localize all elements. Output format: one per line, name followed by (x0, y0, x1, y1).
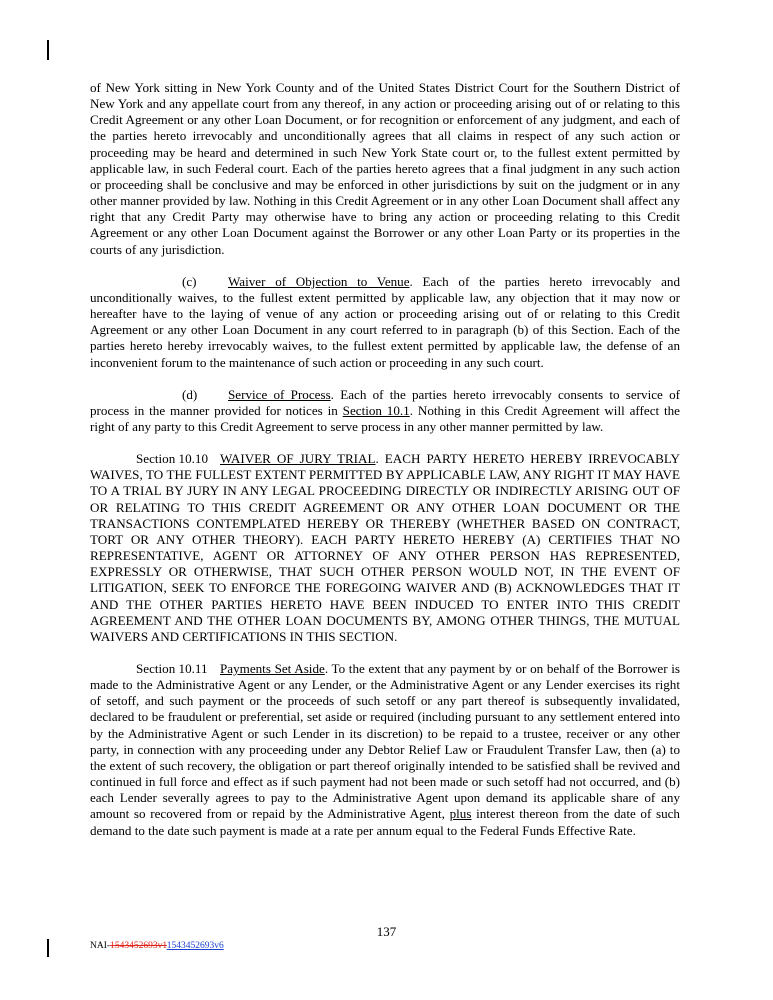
continuation-paragraph: of New York sitting in New York County and of the United States District Court for the Southern District of New York and any appellate court from any thereof, in any action or proceeding arising out of or relating to this Credit Agreement or any other Loan Document, or for recognition or enforcement of any judgment, and each of the parties hereto irrevocably and unconditionally agrees that all claims in respect of any such action or proceeding may be heard and determined in such New York State court or, to the fullest extent permitted by applicable law, in such Federal court. Each of the parties hereto agrees that a final judgment in any such action or proceeding shall be conclusive and may be enforced in other jurisdictions by suit on the judgment or in any other manner provided by law. Nothing in this Credit Agreement or in any other Loan Document shall affect any right that any Credit Party may otherwise have to bring any action or proceeding relating to this Credit Agreement or any other Loan Document against the Borrower or any other Loan Party or its properties in the courts of any jurisdiction. (90, 80, 680, 257)
section-10-11-emphasis: plus (449, 806, 472, 822)
section-10-10-number: Section 10.10 (136, 451, 209, 467)
paragraph-d-body-1: . Each of the parties hereto irrevocably consents to service of process in the manner provided for notices in (90, 386, 680, 418)
section-10-11-heading: Payments Set Aside (220, 661, 325, 676)
document-id-footer (90, 941, 224, 951)
section-10-11-body-2: interest thereon from the date of such demand to the date such payment is made at a rate per annum equal to the Federal Funds Effective Rate. (90, 806, 680, 838)
footer-prefix: NAI- (90, 941, 111, 951)
section-10-11 (90, 661, 680, 839)
paragraph-d-body-2: . Nothing in this Credit Agreement will affect the right of any party to this Credit Agreement to serve process in any other manner permitted by law. (90, 402, 680, 434)
paragraph-d (90, 387, 680, 435)
change-bar-bottom (47, 939, 49, 957)
section-10-10-body: . EACH PARTY HERETO HEREBY IRREVOCABLY WAIVES, TO THE FULLEST EXTENT PERMITTED BY APPLICABLE LAW, ANY RIGHT IT MAY HAVE TO A TRIAL BY JURY IN ANY LEGAL PROCEEDING DIRECTLY OR INDIRECTLY ARISING OUT OF OR RELATING TO THIS CREDIT AGREEMENT OR ANY OTHER LOAN DOCUMENT OR THE TRANSACTIONS CONTEMPLATED HEREBY OR THEREBY (WHETHER BASED ON CONTRACT, TORT OR ANY OTHER THEORY). EACH PARTY HERETO HEREBY (A) CERTIFIES THAT NO REPRESENTATIVE, AGENT OR ATTORNEY OF ANY OTHER PERSON HAS REPRESENTED, EXPRESSLY OR OTHERWISE, THAT SUCH OTHER PERSON WOULD NOT, IN THE EVENT OF LITIGATION, SEEK TO ENFORCE THE FOREGOING WAIVER AND (B) ACKNOWLEDGES THAT IT AND THE OTHER PARTIES HERETO HAVE BEEN INDUCED TO ENTER INTO THIS CREDIT AGREEMENT AND THE OTHER LOAN DOCUMENTS BY, AMONG OTHER THINGS, THE MUTUAL WAIVERS AND CERTIFICATIONS IN THIS SECTION. (90, 451, 680, 644)
footer-inserted-id: 1543452693v6 (166, 941, 224, 951)
section-10-10 (90, 451, 680, 645)
section-10-11-number: Section 10.11 (136, 661, 208, 676)
section-cross-reference: Section 10.1 (342, 402, 410, 418)
document-body (90, 80, 680, 839)
footer-deleted-id: 1543452693v1 (110, 941, 167, 951)
paragraph-c-body: . Each of the parties hereto irrevocably and unconditionally waives, to the fullest extent permitted by applicable law, any objection that it may now or hereafter have to the laying of venue of any action or proceeding arising out of or relating to this Credit Agreement or any other Loan Document in any court referred to in paragraph (b) of this Section. Each of the parties hereto hereby irrevocably waives, to the fullest extent permitted by applicable law, the defense of an inconvenient forum to the maintenance of such action or proceeding in any such court. (90, 273, 680, 370)
paragraph-c-label: (c) (182, 273, 197, 289)
section-10-11-body-1: . To the extent that any payment by or on behalf of the Borrower is made to the Administrative Agent or any Lender, or the Administrative Agent or any Lender exercises its right of setoff, and such payment or the proceeds of such setoff or any part thereof is subsequently invalidated, declared to be fraudulent or preferential, set aside or required (including pursuant to any settlement entered into by the Administrative Agent or such Lender in its discretion) to be repaid to a trustee, receiver or any other party, in connection with any proceeding under any Debtor Relief Law or Fraudulent Transfer Law, then (a) to the extent of such recovery, the obligation or part thereof originally intended to be satisfied shall be revived and continued in full force and effect as if such payment had not been made or such setoff had not occurred, and (b) each Lender severally agrees to pay to the Administrative Agent upon demand its applicable share of any amount so recovered from or repaid by the Administrative Agent, (90, 661, 681, 822)
page-number: 137 (376, 924, 397, 939)
paragraph-c-heading: Waiver of Objection to Venue (228, 273, 410, 289)
paragraph-d-label: (d) (182, 386, 198, 402)
change-bar-top (47, 40, 49, 60)
paragraph-c (90, 274, 680, 371)
section-10-10-heading: WAIVER OF JURY TRIAL (220, 451, 376, 467)
paragraph-d-heading: Service of Process (228, 386, 331, 402)
